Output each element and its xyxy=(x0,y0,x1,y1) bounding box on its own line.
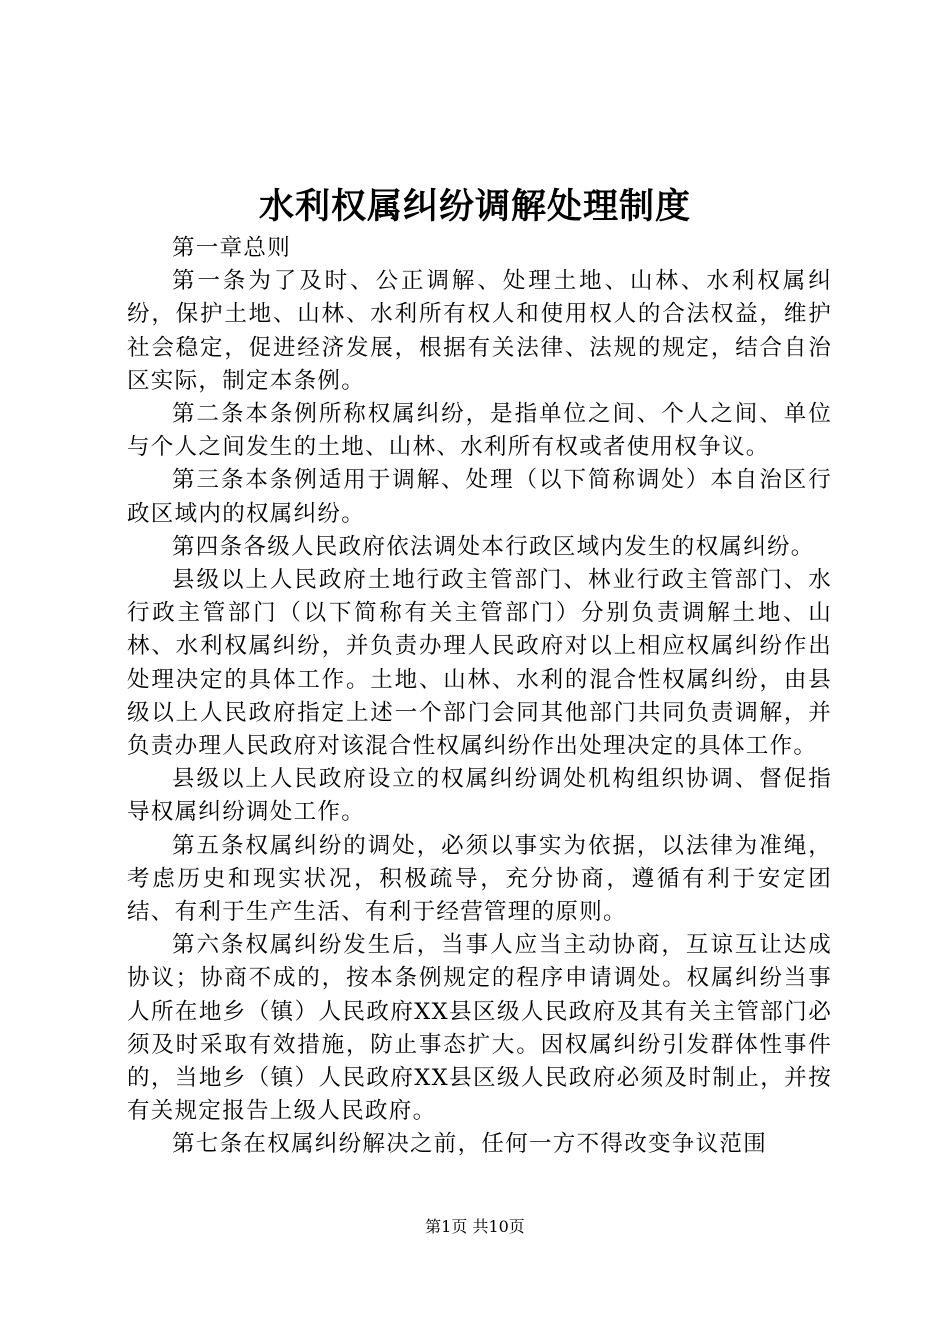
paragraph-article-4-part-3: 县级以上人民政府设立的权属纠纷调处机构组织协调、督促指导权属纠纷调处工作。 xyxy=(127,766,832,826)
paragraph-article-7: 第七条在权属纠纷解决之前，任何一方不得改变争议范围 xyxy=(172,1131,768,1158)
page-footer: 第1页 共10页 xyxy=(425,1217,525,1236)
document-title: 水利权属纠纷调解处理制度 xyxy=(258,186,691,227)
paragraph-article-6: 第六条权属纠纷发生后，当事人应当主动协商，互谅互让达成协议；协商不成的，按本条例规定的程序申请调处。权属纠纷当事人所在地乡（镇）人民政府XX县区级人民政府及其有关主管部门必须及时采取有效措施，防止事态扩大。因权属纠纷引发群体性事件的，当地乡（镇）人民政府XX县区级人民政府必须及时制止，并按有关规定报告上级人民政府。 xyxy=(127,932,832,1125)
paragraph-article-2: 第二条本条例所称权属纠纷，是指单位之间、个人之间、单位与个人之间发生的土地、山林、水利所有权或者使用权争议。 xyxy=(127,401,832,461)
paragraph-article-3: 第三条本条例适用于调解、处理（以下简称调处）本自治区行政区域内的权属纠纷。 xyxy=(127,467,832,527)
paragraph-article-1: 第一条为了及时、公正调解、处理土地、山林、水利权属纠纷，保护土地、山林、水利所有权人和使用权人的合法权益，维护社会稳定，促进经济发展，根据有关法律、法规的规定，结合自治区实际，制定本条例。 xyxy=(127,268,832,394)
paragraph-article-4-part-2: 县级以上人民政府土地行政主管部门、林业行政主管部门、水行政主管部门（以下简称有关主管部门）分别负责调解土地、山林、水利权属纠纷，并负责办理人民政府对以上相应权属纠纷作出处理决定的具体工作。土地、山林、水利的混合性权属纠纷，由县级以上人民政府指定上述一个部门会同其他部门共同负责调解，并负责办理人民政府对该混合性权属纠纷作出处理决定的具体工作。 xyxy=(127,567,832,760)
paragraph-article-5: 第五条权属纠纷的调处，必须以事实为依据，以法律为准绳，考虑历史和现实状况，积极疏导，充分协商，遵循有利于安定团结、有利于生产生活、有利于经营管理的原则。 xyxy=(127,832,832,926)
document-body xyxy=(127,232,832,1162)
chapter-heading: 第一章总则 xyxy=(172,235,292,261)
paragraph-article-4: 第四条各级人民政府依法调处本行政区域内发生的权属纠纷。 xyxy=(172,533,815,560)
